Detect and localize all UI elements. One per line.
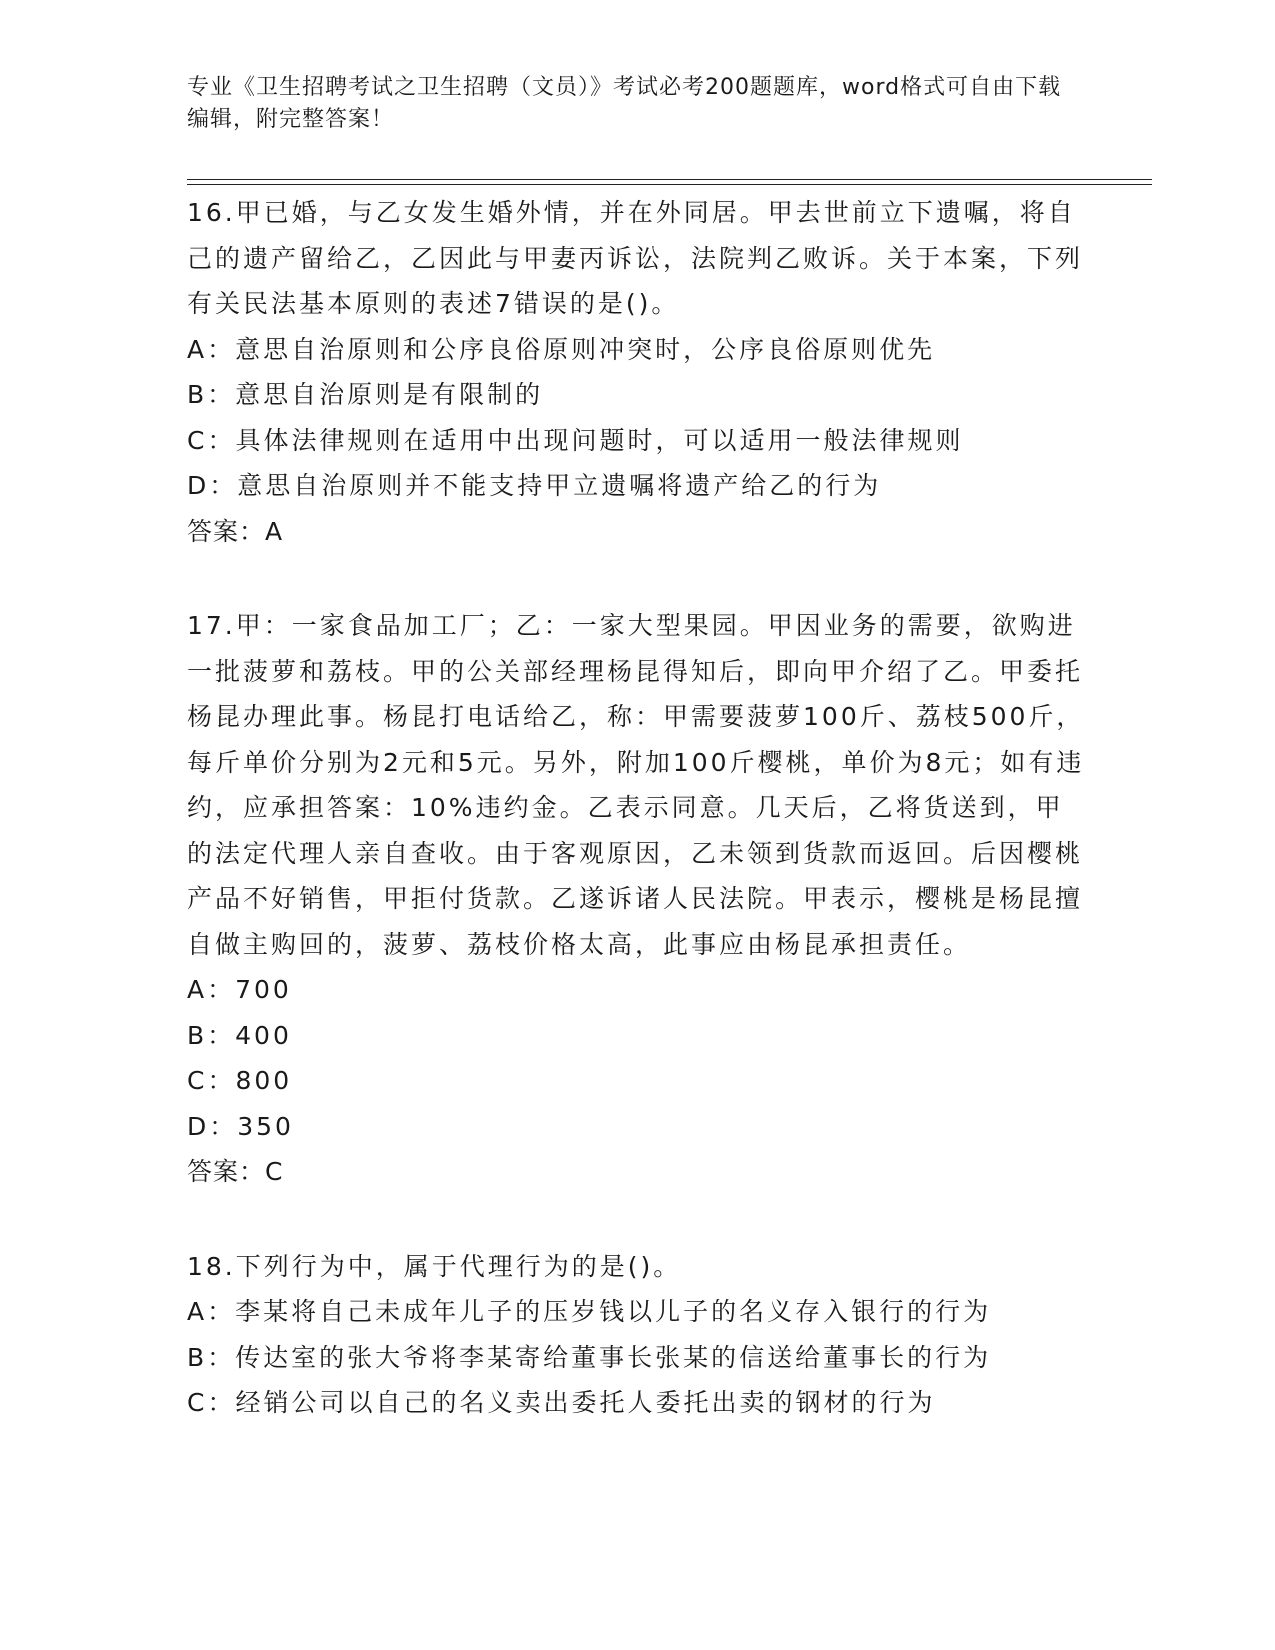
option-b: B：400 — [187, 1020, 292, 1050]
question-stem: 17.甲：一家食品加工厂；乙：一家大型果园。甲因业务的需要，欲购进一批菠萝和荔枝。甲的公关部经理杨昆得知后，即向甲介绍了乙。甲委托杨昆办理此事。杨昆打电话给乙，称：甲需要菠萝100斤、荔枝500斤，每斤单价分别为2元和5元。另外，附加100斤樱桃，单价为8元；如有违约，应承担答案：10%违约金。乙表示同意。几天后，乙将货送到，甲的法定代理人亲自查收。由于客观原因，乙未领到货款而返回。后因樱桃产品不好销售，甲拒付货款。乙遂诉诸人民法院。甲表示，樱桃是杨昆擅自做主购回的，菠萝、荔枝价格太高，此事应由杨昆承担责任。 — [187, 611, 1085, 959]
option-b: B：传达室的张大爷将李某寄给董事长张某的信送给董事长的行为 — [187, 1342, 992, 1372]
header-divider-bottom — [187, 184, 1152, 185]
document-header: 专业《卫生招聘考试之卫生招聘（文员）》考试必考200题题库，word格式可自由下载编辑，附完整答案！ — [187, 75, 1062, 132]
option-b: B：意思自治原则是有限制的 — [187, 380, 544, 409]
option-a: A：意思自治原则和公序良俗原则冲突时，公序良俗原则优先 — [187, 334, 936, 364]
option-d: D：意思自治原则并不能支持甲立遗嘱将遗产给乙的行为 — [187, 471, 882, 500]
option-c: C：800 — [187, 1066, 293, 1095]
option-a: A：李某将自己未成年儿子的压岁钱以儿子的名义存入银行的行为 — [187, 1297, 992, 1326]
question-18 — [187, 1244, 1087, 1426]
option-c: C：具体法律规则在适用中出现问题时，可以适用一般法律规则 — [187, 425, 964, 455]
option-c: C：经销公司以自己的名义卖出委托人委托出卖的钢材的行为 — [187, 1388, 936, 1417]
header-divider-top — [187, 179, 1152, 180]
option-a: A：700 — [187, 975, 292, 1004]
question-16 — [187, 190, 1087, 554]
answer-line: 答案：C — [187, 1157, 284, 1186]
questions-list — [187, 190, 1087, 1475]
question-stem: 18.下列行为中，属于代理行为的是()。 — [187, 1251, 682, 1281]
answer-line: 答案：A — [187, 516, 284, 546]
option-d: D：350 — [187, 1111, 294, 1141]
question-stem: 16.甲已婚，与乙女发生婚外情，并在外同居。甲去世前立下遗嘱，将自己的遗产留给乙，乙因此与甲妻丙诉讼，法院判乙败诉。关于本案，下列有关民法基本原则的表述7错误的是()。 — [187, 198, 1084, 318]
question-17 — [187, 603, 1087, 1195]
